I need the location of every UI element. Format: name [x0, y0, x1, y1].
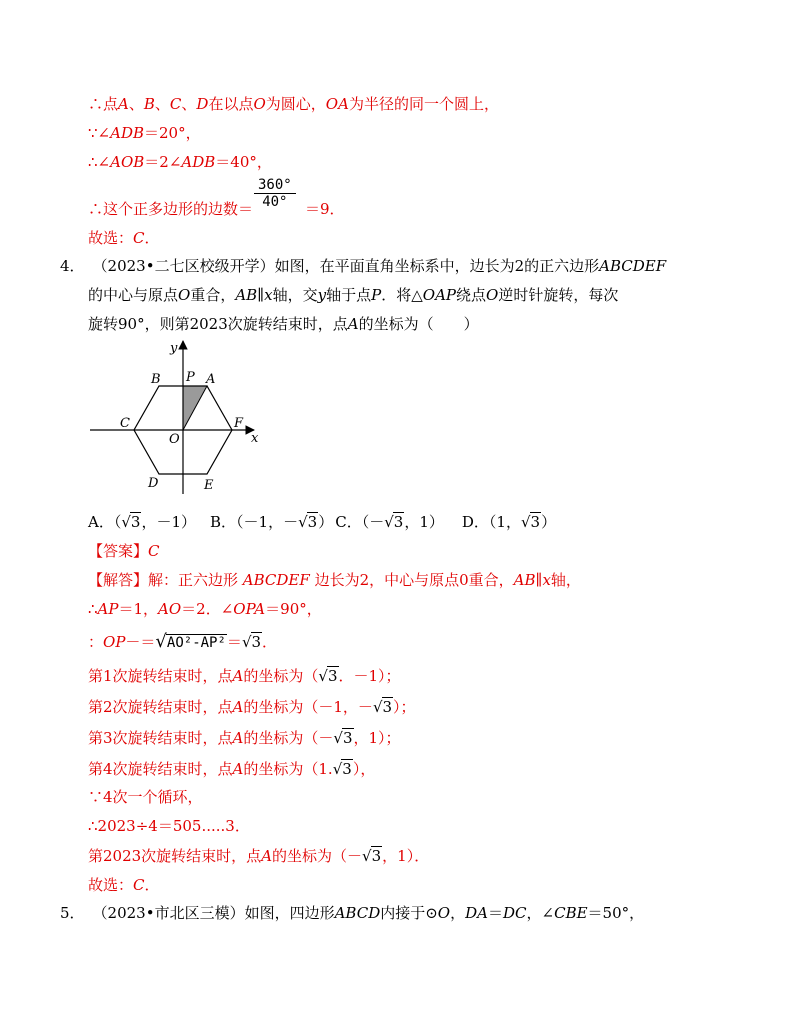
text: 的坐标为（－: [272, 847, 363, 865]
fraction: [254, 177, 296, 210]
option-label: C．: [335, 513, 362, 531]
question-line: [88, 285, 618, 305]
text: ＝1，: [118, 600, 159, 618]
label-P: P: [186, 370, 195, 385]
text: ．将△: [381, 286, 423, 304]
text: ABCD: [334, 904, 381, 922]
analysis-tag: 【解答】: [88, 571, 149, 589]
text: ＝90°，: [265, 600, 322, 618]
option-label: B．: [210, 513, 237, 531]
text: ＝50°，: [587, 904, 645, 922]
text: ＝2．∠: [181, 600, 234, 618]
text: OP: [103, 633, 126, 651]
solution-line: [88, 199, 345, 219]
label-C: C: [120, 416, 130, 431]
text: ）；: [393, 698, 416, 716]
solution-line: [88, 816, 250, 836]
text: O: [253, 95, 266, 113]
question-line: [60, 256, 666, 276]
solution-line: [88, 123, 201, 143]
hexagon-figure: [86, 338, 286, 498]
label-E: E: [204, 478, 214, 493]
solution-line: [88, 152, 272, 172]
solution-line: [88, 787, 203, 807]
text: 轴，: [550, 571, 581, 589]
text: A: [347, 315, 359, 333]
solution-line: [88, 228, 160, 248]
text: （2023•市北区三模）如图，四边形: [92, 904, 335, 922]
solution-line: 第3次旋转结束时，点A的坐标为（－√3，1）；: [88, 729, 401, 747]
solution-line: [88, 570, 581, 590]
solution-line: 第2023次旋转结束时，点A的坐标为（－√3，1）．: [88, 847, 430, 865]
question-line: [60, 903, 644, 923]
option-c[interactable]: C．（－√3，1）: [335, 513, 444, 531]
text: ∴: [88, 600, 98, 618]
fraction-denominator: 40°: [262, 194, 288, 210]
option-d[interactable]: D．（1，√3）: [461, 513, 557, 531]
text: 轴于点: [326, 286, 372, 304]
text: AO: [158, 600, 182, 618]
text: 内接于⊙: [380, 904, 438, 922]
text: ．－1）；: [338, 667, 401, 685]
text: A: [232, 698, 244, 716]
text: ∴∠: [88, 153, 111, 171]
answer-value: C: [148, 542, 160, 560]
label-A: A: [206, 372, 216, 387]
text: AP: [97, 600, 119, 618]
text: ABCDEF: [242, 571, 310, 589]
text: A: [118, 95, 129, 113]
text: 绕点: [456, 286, 487, 304]
text: DA: [465, 904, 488, 922]
text: O: [486, 286, 499, 304]
text: 为圆心，: [265, 95, 326, 113]
text: 解：正六边形: [148, 571, 243, 589]
radicand: 3: [327, 667, 338, 685]
text: AB: [513, 571, 536, 589]
text: CBE: [554, 904, 588, 922]
option-a[interactable]: A．（√3，－1）: [88, 513, 197, 531]
text: ADB: [110, 124, 145, 142]
radicand: 3: [130, 513, 141, 531]
radicand: 3: [251, 633, 262, 651]
text: OPA: [233, 600, 266, 618]
text: 、: [181, 95, 197, 113]
question-number: 5．: [60, 904, 85, 922]
radicand: 3: [382, 698, 393, 716]
text: 第2次旋转结束时，点: [88, 698, 233, 716]
fraction-numerator: 360°: [258, 177, 292, 193]
question-number: 4．: [60, 257, 85, 275]
text: ）: [541, 513, 557, 531]
text: 的坐标为（－1，－: [243, 698, 373, 716]
text: ∵∠: [88, 124, 111, 142]
text: A: [232, 760, 244, 778]
radicand: 3: [371, 847, 382, 865]
text: ADB: [181, 153, 216, 171]
radicand: 3: [307, 513, 318, 531]
text: D: [196, 95, 209, 113]
text: 重合，: [190, 286, 236, 304]
text: x: [542, 571, 551, 589]
text: ．: [262, 633, 278, 651]
text: 的坐标为（1.: [243, 760, 333, 778]
answer-tag: 【答案】: [88, 542, 149, 560]
text: ，: [450, 904, 466, 922]
text: 、: [154, 95, 170, 113]
text: ∴点: [88, 95, 119, 113]
text: 在以点: [208, 95, 254, 113]
options-line: [88, 512, 556, 532]
solution-line: 第4次旋转结束时，点A的坐标为（1.√3），: [88, 760, 376, 778]
text: ，∠: [526, 904, 555, 922]
radicand: 3: [342, 760, 352, 778]
text: 第1次旋转结束时，点: [88, 667, 233, 685]
text: ∴这个正多边形的边数＝: [88, 200, 254, 218]
text: 轴，交: [272, 286, 318, 304]
text: ＝9．: [305, 200, 345, 218]
text: （1，: [488, 513, 521, 531]
solution-line: [88, 94, 499, 114]
text: 故选：: [88, 229, 134, 247]
text: 旋转90°，则第2023次旋转结束时，点: [88, 315, 348, 333]
text: 逆时针旋转，每次: [498, 286, 619, 304]
text: 故选：: [88, 876, 134, 894]
text: 第3次旋转结束时，点: [88, 729, 233, 747]
text: ∥: [535, 571, 543, 589]
text: AB: [235, 286, 258, 304]
radicand: 3: [342, 729, 353, 747]
text: OA: [325, 95, 349, 113]
text: 第2023次旋转结束时，点: [88, 847, 262, 865]
text: A: [232, 667, 244, 685]
solution-line: ：OP－＝√AO²-AP²＝√3．: [88, 631, 278, 652]
text: ，1）．: [382, 847, 430, 865]
text: C: [133, 229, 145, 247]
text: 的中心与原点: [88, 286, 179, 304]
radicand: AO²-AP²: [166, 635, 226, 651]
text: 的坐标为（: [243, 667, 319, 685]
question-line: [88, 314, 479, 334]
text: ＝20°，: [144, 124, 201, 142]
label-B: B: [151, 372, 161, 387]
shaded-triangle: [183, 386, 207, 430]
option-label: D．: [461, 513, 489, 531]
label-y: y: [170, 341, 178, 356]
text: ∵4次一个循环，: [88, 788, 203, 806]
option-b[interactable]: B．（－1，－√3）: [210, 513, 334, 531]
text: ），: [352, 760, 376, 778]
radicand: 3: [393, 513, 404, 531]
text: ：: [88, 633, 104, 651]
text: ．: [144, 876, 160, 894]
text: 的坐标为（ ）: [358, 315, 479, 333]
solution-line: [88, 599, 322, 619]
text: ）: [318, 513, 334, 531]
label-F: F: [234, 416, 244, 431]
text: OAP: [422, 286, 456, 304]
text: ＝2∠: [144, 153, 182, 171]
text: ∴2023÷4＝505.....3．: [88, 817, 250, 835]
text: A: [232, 729, 244, 747]
text: y: [317, 286, 327, 304]
text: ，1）: [404, 513, 444, 531]
text: C: [169, 95, 182, 113]
text: ∥: [257, 286, 265, 304]
text: 为半径的同一个圆上，: [348, 95, 499, 113]
text: （－: [361, 513, 385, 531]
radicand: 3: [530, 513, 541, 531]
text: DC: [503, 904, 527, 922]
label-D: D: [148, 476, 159, 491]
text: （: [113, 513, 122, 531]
text: B: [143, 95, 155, 113]
text: 第4次旋转结束时，点: [88, 760, 233, 778]
text: ．: [144, 229, 160, 247]
solution-line: 第1次旋转结束时，点A的坐标为（√3．－1）；: [88, 667, 401, 685]
text: ＝40°，: [215, 153, 272, 171]
label-x: x: [251, 431, 259, 446]
text: ABCDEF: [599, 257, 667, 275]
text: ，－1）: [141, 513, 197, 531]
text: ＝: [226, 633, 242, 651]
answer-line: [88, 541, 160, 561]
text: P: [371, 286, 382, 304]
text: （－1，－: [236, 513, 299, 531]
solution-line: [88, 875, 160, 895]
text: 、: [128, 95, 144, 113]
text: C: [133, 876, 145, 894]
text: －＝: [125, 633, 156, 651]
text: O: [437, 904, 451, 922]
text: 边长为2，中心与原点0重合，: [309, 571, 514, 589]
text: ，1）；: [353, 729, 401, 747]
text: 的坐标为（－: [243, 729, 334, 747]
text: A: [261, 847, 273, 865]
label-O: O: [169, 432, 180, 447]
text: ＝: [487, 904, 503, 922]
text: x: [264, 286, 273, 304]
text: O: [178, 286, 191, 304]
option-label: A．: [88, 513, 114, 531]
solution-line: 第2次旋转结束时，点A的坐标为（－1，－√3）；: [88, 698, 416, 716]
text: （2023•二七区校级开学）如图，在平面直角坐标系中，边长为2的正六边形: [92, 257, 600, 275]
text: AOB: [110, 153, 145, 171]
